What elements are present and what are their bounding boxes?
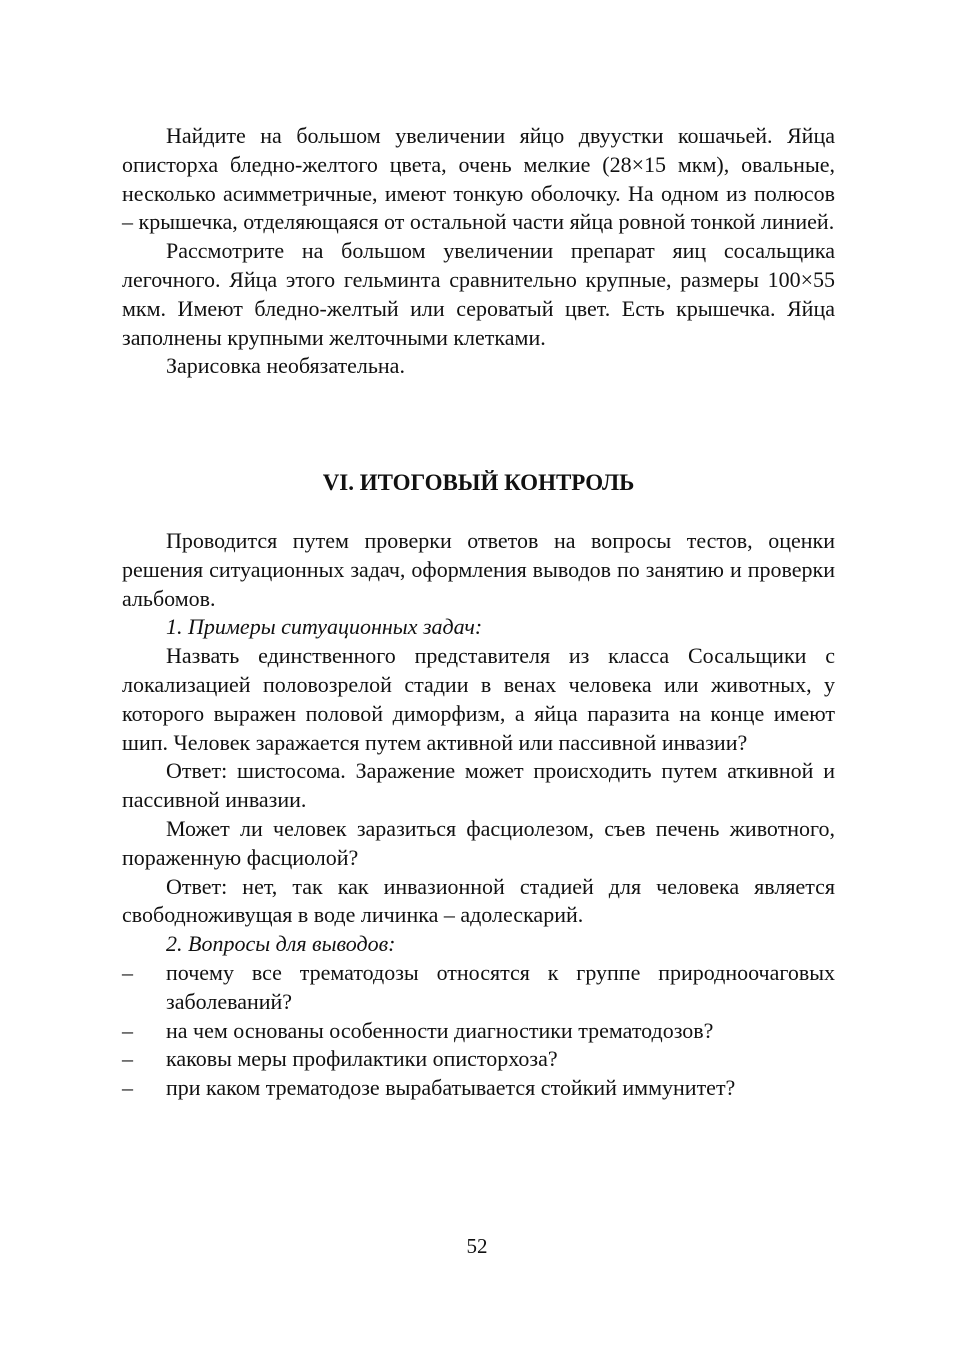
question-text: на чем основаны особенности диагностики трематодозов? (166, 1017, 714, 1043)
paragraph-answer-2: Ответ: нет, так как инвазионной стадией для человека является свободноживущая в воде личинка – адолескарий. (122, 873, 835, 928)
dash-bullet: – (122, 1017, 133, 1043)
dash-bullet: – (122, 1075, 133, 1101)
paragraph-answer-1: Ответ: шистосома. Заражение может происходить путем аткивной и пассивной инвазии. (122, 758, 835, 813)
dash-bullet: – (122, 959, 133, 985)
subheading-conclusion-questions: 2. Вопросы для выводов: (166, 931, 396, 957)
list-item-question (122, 1045, 835, 1074)
subheading-situational-tasks: 1. Примеры ситуационных задач: (166, 614, 483, 640)
paragraph-task-1: Назвать единственного представителя из класса Сосальщики с локализацией половозрелой стадии в венах человека или животных, у которого выражен половой диморфизм, а яйца паразита на конце имеют шип. Человек заражается путем активной или пассивной инвазии? (122, 643, 835, 755)
paragraph-intro: Проводится путем проверки ответов на вопросы тестов, оценки решения ситуационных задач, оформления выводов по занятию и проверки альбомов. (122, 528, 835, 611)
question-text: каковы меры профилактики описторхоза? (166, 1046, 558, 1072)
question-text: почему все трематодозы относятся к группе природноочаговых заболеваний? (166, 959, 835, 1014)
list-item-question (122, 1017, 835, 1046)
paragraph-drawing-note: Зарисовка необязательна. (166, 353, 405, 379)
section-heading: VI. ИТОГОВЫЙ КОНТРОЛЬ (322, 470, 635, 495)
paragraph-paragonimus-eggs: Рассмотрите на большом увеличении препарат яиц сосальщика легочного. Яйца этого гельминта сравнительно крупные, размеры 100×55 мкм. Имеют бледно-желтый или сероватый цвет. Есть крышечка. Яйца заполнены крупными желточными клетками. (122, 238, 835, 350)
final-control-block (122, 527, 835, 1103)
question-text: при каком трематодозе вырабатывается стойкий иммунитет? (166, 1075, 736, 1101)
dash-bullet: – (122, 1046, 133, 1072)
list-item-question (122, 1074, 835, 1103)
page-number: 52 (466, 1234, 488, 1258)
questions-list (122, 959, 835, 1103)
paragraph-opisthorchis-eggs: Найдите на большом увеличении яйцо двуустки кошачьей. Яйца описторха бледно-желтого цвета, очень мелкие (28×15 мкм), овальные, несколько асимметричные, имеют тонкую оболочку. На одном из полюсов – крышечка, отделяющаяся от остальной части яйца ровной тонкой линией. (122, 123, 835, 235)
paragraph-task-2: Может ли человек заразиться фасциолезом, съев печень животного, пораженную фасциолой? (122, 815, 835, 870)
lab-instructions-block (122, 122, 835, 381)
list-item-question (122, 959, 835, 1017)
